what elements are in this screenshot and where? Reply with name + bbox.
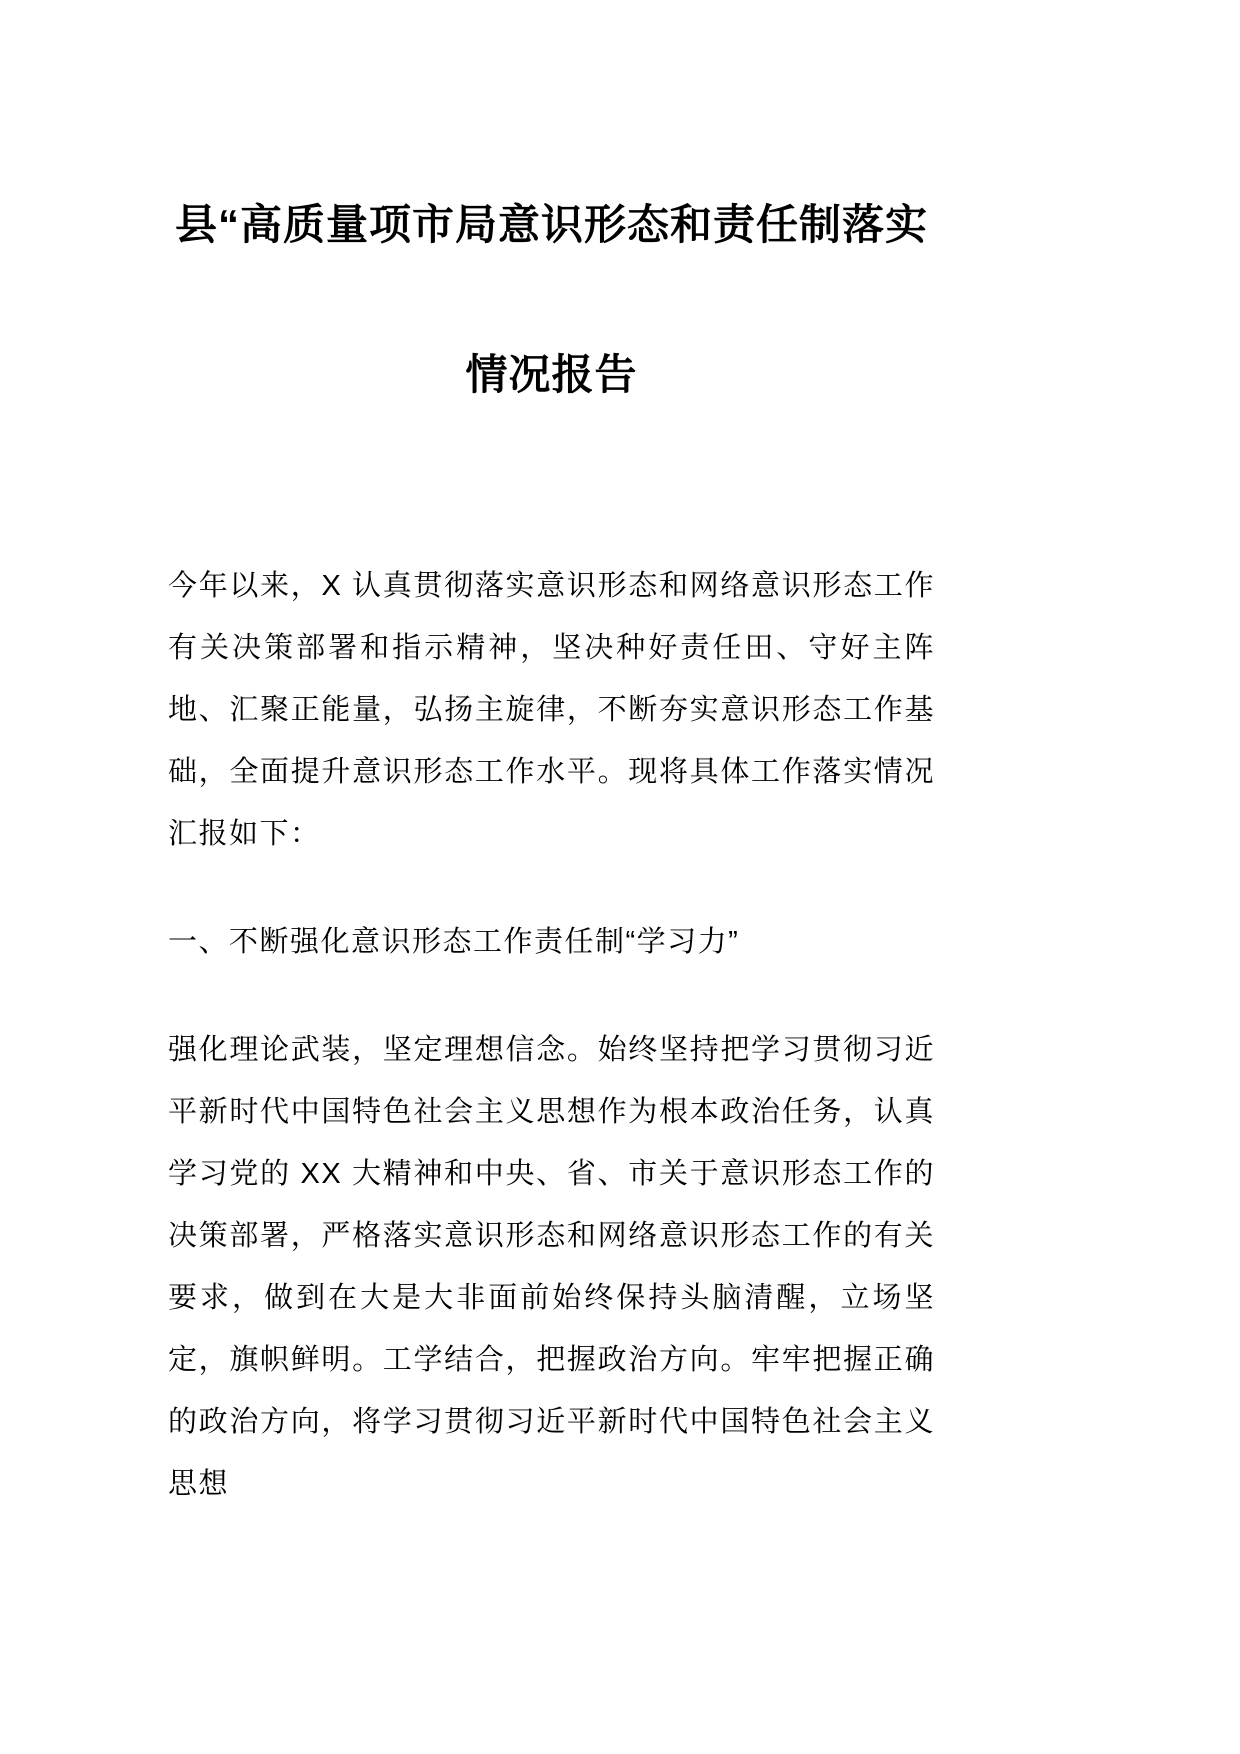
paragraph-intro: 今年以来，X 认真贯彻落实意识形态和网络意识形态工作有关决策部署和指示精神，坚决种好责任田、守好主阵地、汇聚正能量，弘扬主旋律，不断夯实意识形态工作基础，全面提升意识形态工作水平。现将具体工作落实情况汇报如下： — [168, 570, 935, 850]
document-title-line-1: 县“高质量项市局意识形态和责任制落实 — [174, 201, 928, 248]
document-title — [168, 150, 935, 450]
document-title-line-2: 情况报告 — [465, 351, 638, 398]
section-heading-1: 一、不断强化意识形态工作责任制“学习力” — [168, 926, 740, 958]
paragraph-section-1-body: 强化理论武装，坚定理想信念。始终坚持把学习贯彻习近平新时代中国特色社会主义思想作为根本政治任务，认真学习党的 XX 大精神和中央、省、市关于意识形态工作的决策部署，严格落实意识形态和网络意识形态工作的有关要求，做到在大是大非面前始终保持头脑清醒，立场坚定，旗帜鲜明。工学结合，把握政治方向。牢牢把握正确的政治方向，将学习贯彻习近平新时代中国特色社会主义思想 — [168, 1034, 935, 1500]
